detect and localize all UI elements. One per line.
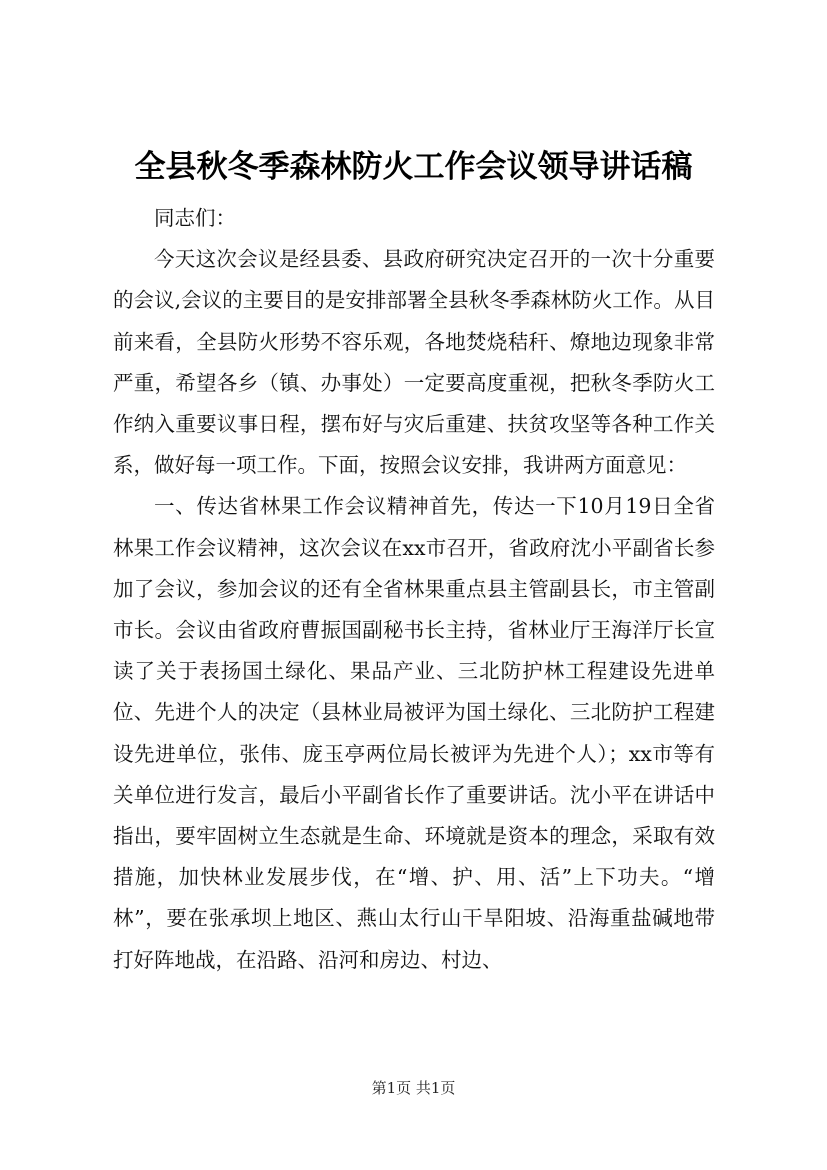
document-title: 全县秋冬季森林防火工作会议领导讲话稿 <box>134 149 693 185</box>
page-footer: 第1页 共1页 <box>371 1079 456 1097</box>
paragraph-salutation: 同志们： <box>154 206 236 230</box>
document-body <box>113 198 715 981</box>
paragraph-intro: 今天这次会议是经县委、县政府研究决定召开的一次十分重要的会议,会议的主要目的是安排部署全县秋冬季森林防火工作。从目前来看，全县防火形势不容乐观，各地焚烧秸秆、燎地边现象非常严重，希望各乡（镇、办事处）一定要高度重视，把秋冬季防火工作纳入重要议事日程，摆布好与灾后重建、扶贫攻坚等各种工作关系，做好每一项工作。下面，按照会议安排，我讲两方面意见： <box>113 247 715 478</box>
paragraph-section-one: 一、传达省林果工作会议精神首先，传达一下10月19日全省林果工作会议精神，这次会议在xx市召开，省政府沈小平副省长参加了会议，参加会议的还有全省林果重点县主管副县长，市主管副市长。会议由省政府曹振国副秘书长主持，省林业厅王海洋厅长宣读了关于表扬国土绿化、果品产业、三北防护林工程建设先进单位、先进个人的决定（县林业局被评为国土绿化、三北防护工程建设先进单位，张伟、庞玉亭两位局长被评为先进个人）；xx市等有关单位进行发言，最后小平副省长作了重要讲话。沈小平在讲话中指出，要牢固树立生态就是生命、环境就是资本的理念，采取有效措施，加快林业发展步伐，在“增、护、用、活”上下功夫。“增林”，要在张承坝上地区、燕山太行山干旱阳坡、沿海重盐碱地带打好阵地战，在沿路、沿河和房边、村边、 <box>113 494 715 972</box>
